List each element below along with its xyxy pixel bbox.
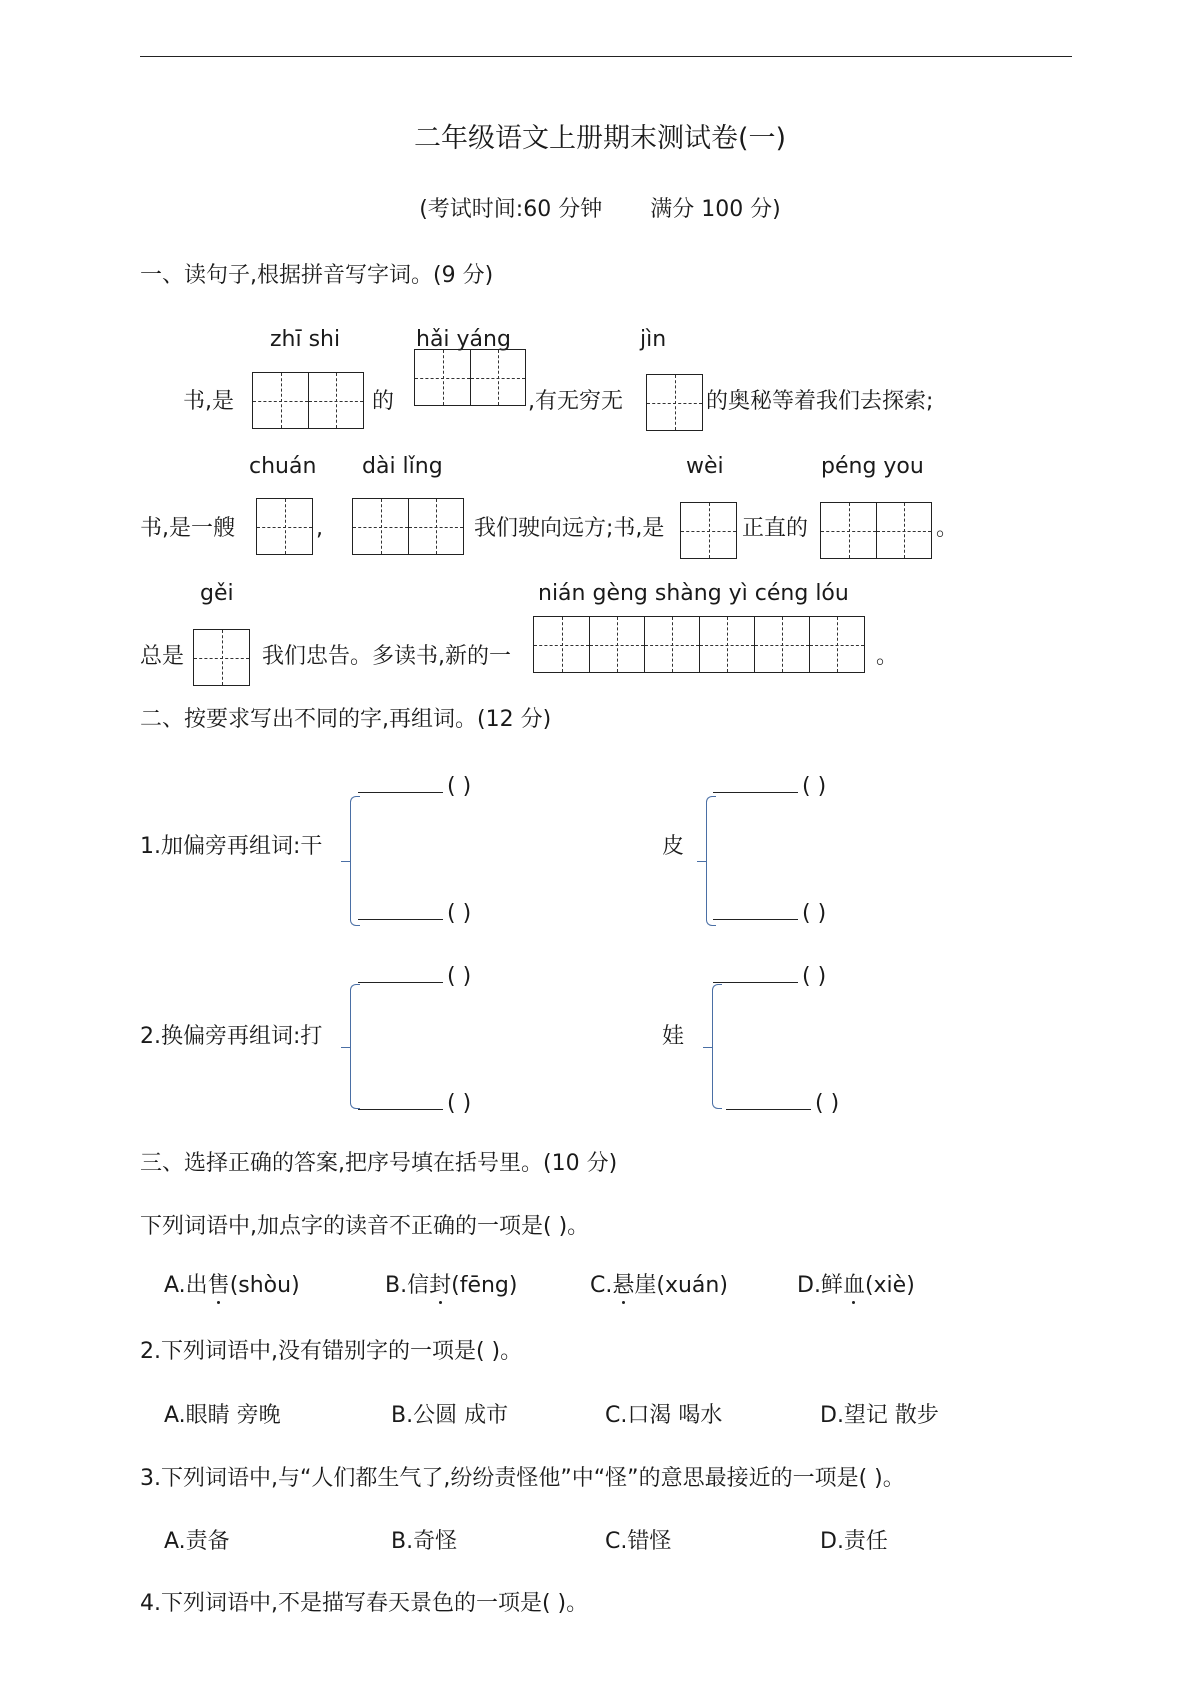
s3-q1-option-d[interactable]: D.鲜血(xiè) [797,1273,915,1298]
s3-q2-option-c[interactable]: C.口渴 喝水 [605,1403,723,1428]
q2-label: 2.换偏旁再组词:打 [140,1024,323,1049]
writing-box-jin[interactable] [646,374,703,431]
q1-left-bottom-answer[interactable] [358,897,471,928]
s3-q3-option-c[interactable]: C.错怪 [605,1529,672,1554]
q2-right-char: 娃 [662,1024,685,1049]
paren: ( ) [447,1091,472,1116]
q2-left-top-answer[interactable] [358,960,471,991]
s3-q2-option-a[interactable]: A.眼睛 旁晚 [164,1403,281,1428]
s1-line1-b: 的 [372,389,395,414]
pinyin-wei: wèi [686,454,724,479]
s3-q2-option-d[interactable]: D.望记 散步 [820,1403,939,1428]
s1-line3-c: 。 [876,644,899,669]
paren: ( ) [447,964,472,989]
paren: ( ) [802,901,827,926]
s3-q1-option-c[interactable]: C.悬崖(xuán) [590,1273,728,1298]
pinyin-gei: gěi [200,581,234,606]
s1-line2-d: 正直的 [742,516,809,541]
writing-box-dailing[interactable] [352,498,464,555]
q1-left-top-answer[interactable] [358,770,471,801]
s3-q3-option-b[interactable]: B.奇怪 [391,1529,458,1554]
pinyin-jin: jìn [640,327,667,352]
pinyin-dailing: dài lǐng [362,454,443,479]
paren: ( ) [447,774,472,799]
pinyin-nian: nián gèng shàng yì céng lóu [538,581,849,606]
pinyin-pengyou: péng you [821,454,924,479]
exam-info [0,196,1200,224]
s1-line1-d: 的奥秘等着我们去探索; [706,389,934,414]
writing-box-chuan[interactable] [256,498,313,555]
q1-label: 1.加偏旁再组词:干 [140,834,323,859]
exam-time: (考试时间:60 分钟 [419,197,603,222]
q2-left-bottom-answer[interactable] [358,1087,471,1118]
exam-score: 满分 100 分) [650,197,781,222]
pinyin-chuan: chuán [249,454,317,479]
writing-box-wei[interactable] [680,502,737,559]
page-title: 二年级语文上册期末测试卷(一) [413,123,787,154]
s1-line1-a: 书,是 [183,389,234,414]
s3-q3-option-d[interactable]: D.责任 [820,1529,888,1554]
s1-line3-a: 总是 [140,644,185,669]
s3-question-3: 3.下列词语中,与“人们都生气了,纷纷责怪他”中“怪”的意思最接近的一项是( )。 [140,1466,905,1491]
paren: ( ) [815,1091,840,1116]
paren: ( ) [802,964,827,989]
s3-question-2: 2.下列词语中,没有错别字的一项是( )。 [140,1339,523,1364]
writing-box-nian[interactable] [533,616,865,673]
writing-box-gei[interactable] [193,629,250,686]
writing-box-pengyou[interactable] [820,502,932,559]
q1-right-top-answer[interactable] [713,770,826,801]
paren: ( ) [802,774,827,799]
section1-heading: 一、读句子,根据拼音写字词。(9 分) [140,263,494,288]
s1-line2-b: , [316,516,323,541]
s3-q3-option-a[interactable]: A.责备 [164,1529,230,1554]
section3-heading: 三、选择正确的答案,把序号填在括号里。(10 分) [140,1151,618,1176]
brace [712,984,722,1109]
q1-right-char: 皮 [662,834,685,859]
q2-right-top-answer[interactable] [713,960,826,991]
writing-box-zhishi[interactable] [252,372,364,429]
s3-q1-option-b[interactable]: B.信封(fēng) [385,1273,518,1298]
s3-q2-option-b[interactable]: B.公圆 成市 [391,1403,509,1428]
s1-line2-e: 。 [936,516,959,541]
s3-question-4: 4.下列词语中,不是描写春天景色的一项是( )。 [140,1591,589,1616]
paren: ( ) [447,901,472,926]
pinyin-zhishi: zhī shi [270,327,341,352]
s1-line1-c: ,有无穷无 [528,389,623,414]
q2-right-bottom-answer[interactable] [726,1087,839,1118]
writing-box-haiyang[interactable] [414,349,526,406]
s1-line3-b: 我们忠告。多读书,新的一 [262,644,511,669]
header-rule [140,56,1072,57]
s1-line2-c: 我们驶向远方;书,是 [474,516,665,541]
section2-heading: 二、按要求写出不同的字,再组词。(12 分) [140,707,552,732]
q1-right-bottom-answer[interactable] [713,897,826,928]
s3-question-1: 下列词语中,加点字的读音不正确的一项是( )。 [140,1214,590,1239]
pinyin-haiyang: hǎi yáng [416,327,511,352]
s1-line2-a: 书,是一艘 [140,516,235,541]
s3-q1-option-a[interactable]: A.出售(shòu) [164,1273,300,1298]
